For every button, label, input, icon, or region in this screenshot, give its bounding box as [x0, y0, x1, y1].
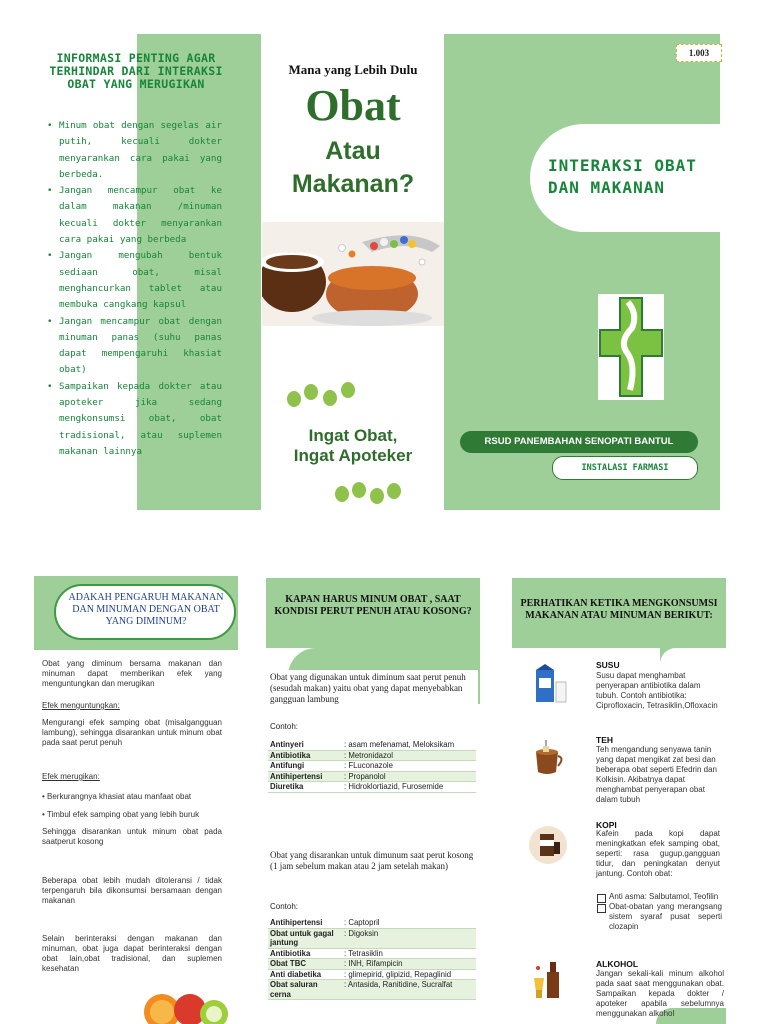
milk-heading: SUSU	[596, 660, 620, 670]
negative-effect-item: • Timbul efek samping obat yang lebih buruk	[42, 810, 200, 819]
coffee-icon	[528, 824, 568, 866]
inner2-title: KAPAN HARUS MINUM OBAT , SAAT KONDISI PERUT PENUH ATAU KOSONG?	[274, 594, 472, 617]
panel1-tips-list	[44, 118, 222, 460]
alcohol-icon	[528, 958, 568, 1000]
alcohol-text: Jangan sekali-kali minum alkohol pada saat saat menggunakan obat. Sampaikan kepada dokter / apoteker apabila sebelumnya menggunakan alkohol	[596, 969, 724, 1018]
coffee-drug-list	[596, 892, 722, 932]
drug-names: : Captopril	[342, 918, 476, 928]
tip-item: • Minum obat dengan segelas air putih, kecuali dokter menyarankan cara pakai yang berbeda.	[44, 118, 222, 183]
table-row	[268, 948, 476, 959]
drug-names: : Hidroklortiazid, Furosemide	[342, 782, 476, 793]
inner3-title: PERHATIKAN KETIKA MENGKONSUMSI MAKANAN ATAU MINUMAN BERIKUT:	[520, 598, 718, 621]
table-row	[268, 959, 476, 970]
panel1-title: INFORMASI PENTING AGAR TERHINDAR DARI INTERAKSI OBAT YANG MERUGIKAN	[49, 51, 223, 91]
drug-names: : glimepirid, glipizid, Repaglinid	[342, 969, 476, 980]
slogan-line1: Ingat Obat,	[308, 426, 398, 445]
installation-pill: INSTALASI FARMASI	[552, 456, 698, 480]
table-row	[268, 782, 476, 793]
drug-class: Diuretika	[268, 782, 342, 793]
green-dots-decoration	[332, 480, 404, 506]
positive-effects-text: Mengurangi efek samping obat (misalgangguan lambung), sehingga disarankan untuk minum obat pada saat perut penuh	[42, 718, 222, 747]
brochure-title-line1: INTERAKSI OBAT	[548, 156, 697, 175]
example-label: Contoh:	[270, 722, 299, 731]
brochure-title	[548, 155, 728, 199]
positive-effects-heading: Efek menguntungkan:	[42, 701, 120, 710]
inner1-paragraph: Selain berinteraksi dengan makanan dan minuman, obat juga dapat berinteraksi dengan obat lain,obat tradisional, dan suplemen kesehatan	[42, 934, 222, 973]
empty-stomach-drug-table	[268, 918, 476, 1000]
fruit-image	[142, 980, 232, 1024]
tea-coffee-pills-photo	[262, 222, 444, 326]
tea-icon	[528, 738, 568, 780]
document-code: 1.003	[676, 44, 722, 62]
milk-icon	[530, 664, 570, 706]
drug-class: Antibiotika	[268, 948, 342, 959]
table-row	[268, 740, 476, 750]
inner3-tab-cut	[660, 648, 726, 664]
milk-text: Susu dapat menghambat penyerapan antibiotika dalam tubuh. Contoh antibiotika: Ciprofloxacin, Tetrasiklin,Ofloxacin	[596, 671, 718, 710]
drug-names: : FLuconazole	[342, 761, 476, 772]
drug-class: Obat saluran cerna	[268, 980, 342, 1000]
coffee-drug-item: Obat-obatan yang merangsang sistem syaraf pusat seperti clozapin	[596, 902, 722, 932]
hospital-cross-logo	[598, 294, 664, 400]
inner1-title: ADAKAH PENGARUH MAKANAN DAN MINUMAN DENGAN OBAT YANG DIMINUM?	[68, 592, 224, 627]
full-stomach-drug-table	[268, 740, 476, 793]
drug-class: Antihipertensi	[268, 771, 342, 782]
negative-effect-item: • Berkurangnya khasiat atau manfaat obat	[42, 792, 192, 801]
negative-effects-heading: Efek merugikan:	[42, 772, 100, 781]
table-row	[268, 928, 476, 948]
tea-heading: TEH	[596, 735, 613, 745]
cover-title-atau: Atau	[325, 137, 381, 165]
drug-names: : Antasida, Ranitidine, Sucralfat	[342, 980, 476, 1000]
drug-names: : Tetrasiklin	[342, 948, 476, 959]
table-row	[268, 980, 476, 1000]
drug-class: Antifungi	[268, 761, 342, 772]
drug-class: Anti diabetika	[268, 969, 342, 980]
slogan-line2: Ingat Apoteker	[293, 446, 413, 465]
cover-title-obat: Obat	[305, 81, 401, 130]
table-row	[268, 969, 476, 980]
inner1-intro: Obat yang diminum bersama makanan dan minuman dapat memberikan efek yang menguntungkan dan merugikan	[42, 659, 222, 688]
full-stomach-intro: Obat yang digunakan untuk diminum saat perut penuh (sesudah makan) yaitu obat yang dapat menyebabkan gangguan lambung	[270, 670, 478, 707]
drug-names: : INH, Rifampicin	[342, 959, 476, 970]
table-row	[268, 750, 476, 761]
empty-stomach-intro: Obat yang disarankan untuk dimunum saat perut kosong (1 jam sebelum makan atau 2 jam setelah makan)	[270, 850, 474, 871]
cover-title-makanan: Makanan?	[291, 170, 415, 198]
example-label: Contoh:	[270, 902, 299, 911]
tip-item: • Jangan mencampur obat dengan minuman panas (suhu panas dapat mempengaruhi khasiat obat)	[44, 314, 222, 379]
cover-subtitle: Mana yang Lebih Dulu	[288, 62, 418, 77]
drug-class: Antibiotika	[268, 750, 342, 761]
drug-class: Antihipertensi	[268, 918, 342, 928]
drug-names: : Metronidazol	[342, 750, 476, 761]
brochure-title-line2: DAN MAKANAN	[548, 178, 665, 197]
tip-item: • Sampaikan kepada dokter atau apoteker jika sedang mengkonsumsi obat, obat tradisional, atau suplemen makanan lainnya	[44, 379, 222, 460]
tip-item: • Jangan mencampur obat ke dalam makanan /minuman kecuali dokter menyarankan cara pakai yang berbeda	[44, 183, 222, 248]
coffee-drug-item: Anti asma: Salbutamol, Teofilin	[596, 892, 722, 902]
tip-item: • Jangan mengubah bentuk sediaan obat, misal menghancurkan tablet atau membuka cangkang kapsul	[44, 248, 222, 313]
drug-class: Obat untuk gagal jantung	[268, 928, 342, 948]
inner1-paragraph: Beberapa obat lebih mudah ditoleransi / tidak terpengaruh bila dikonsumsi bersamaan dengan makanan	[42, 876, 222, 905]
drug-names: : Propanolol	[342, 771, 476, 782]
drug-names: : Digoksin	[342, 928, 476, 948]
drug-class: Obat TBC	[268, 959, 342, 970]
drug-names: : asam mefenamat, Meloksikam	[342, 740, 476, 750]
negative-effects-note: Sehingga disarankan untuk minum obat pada saatperut kosong	[42, 827, 222, 846]
coffee-heading: KOPI	[596, 820, 617, 830]
coffee-text: Kafein pada kopi dapat meningkatkan efek samping obat, seperti: rasa gugup,gangguan tidur, dan peningkatan denyut jantung. Contoh obat:	[596, 829, 720, 878]
hospital-name-pill: RSUD PANEMBAHAN SENOPATI BANTUL	[460, 431, 698, 453]
table-row	[268, 761, 476, 772]
table-row	[268, 771, 476, 782]
table-row	[268, 918, 476, 928]
green-dots-decoration	[284, 380, 364, 410]
alcohol-heading: ALKOHOL	[596, 959, 639, 969]
tea-text: Teh mengandung senyawa tanin yang dapat mengikat zat besi dan beberapa obat seperti Efedrin dan Kolkisin. Akibatnya dapat menghambat penyerapan obat dalam tubuh	[596, 745, 717, 804]
drug-class: Antinyeri	[268, 740, 342, 750]
